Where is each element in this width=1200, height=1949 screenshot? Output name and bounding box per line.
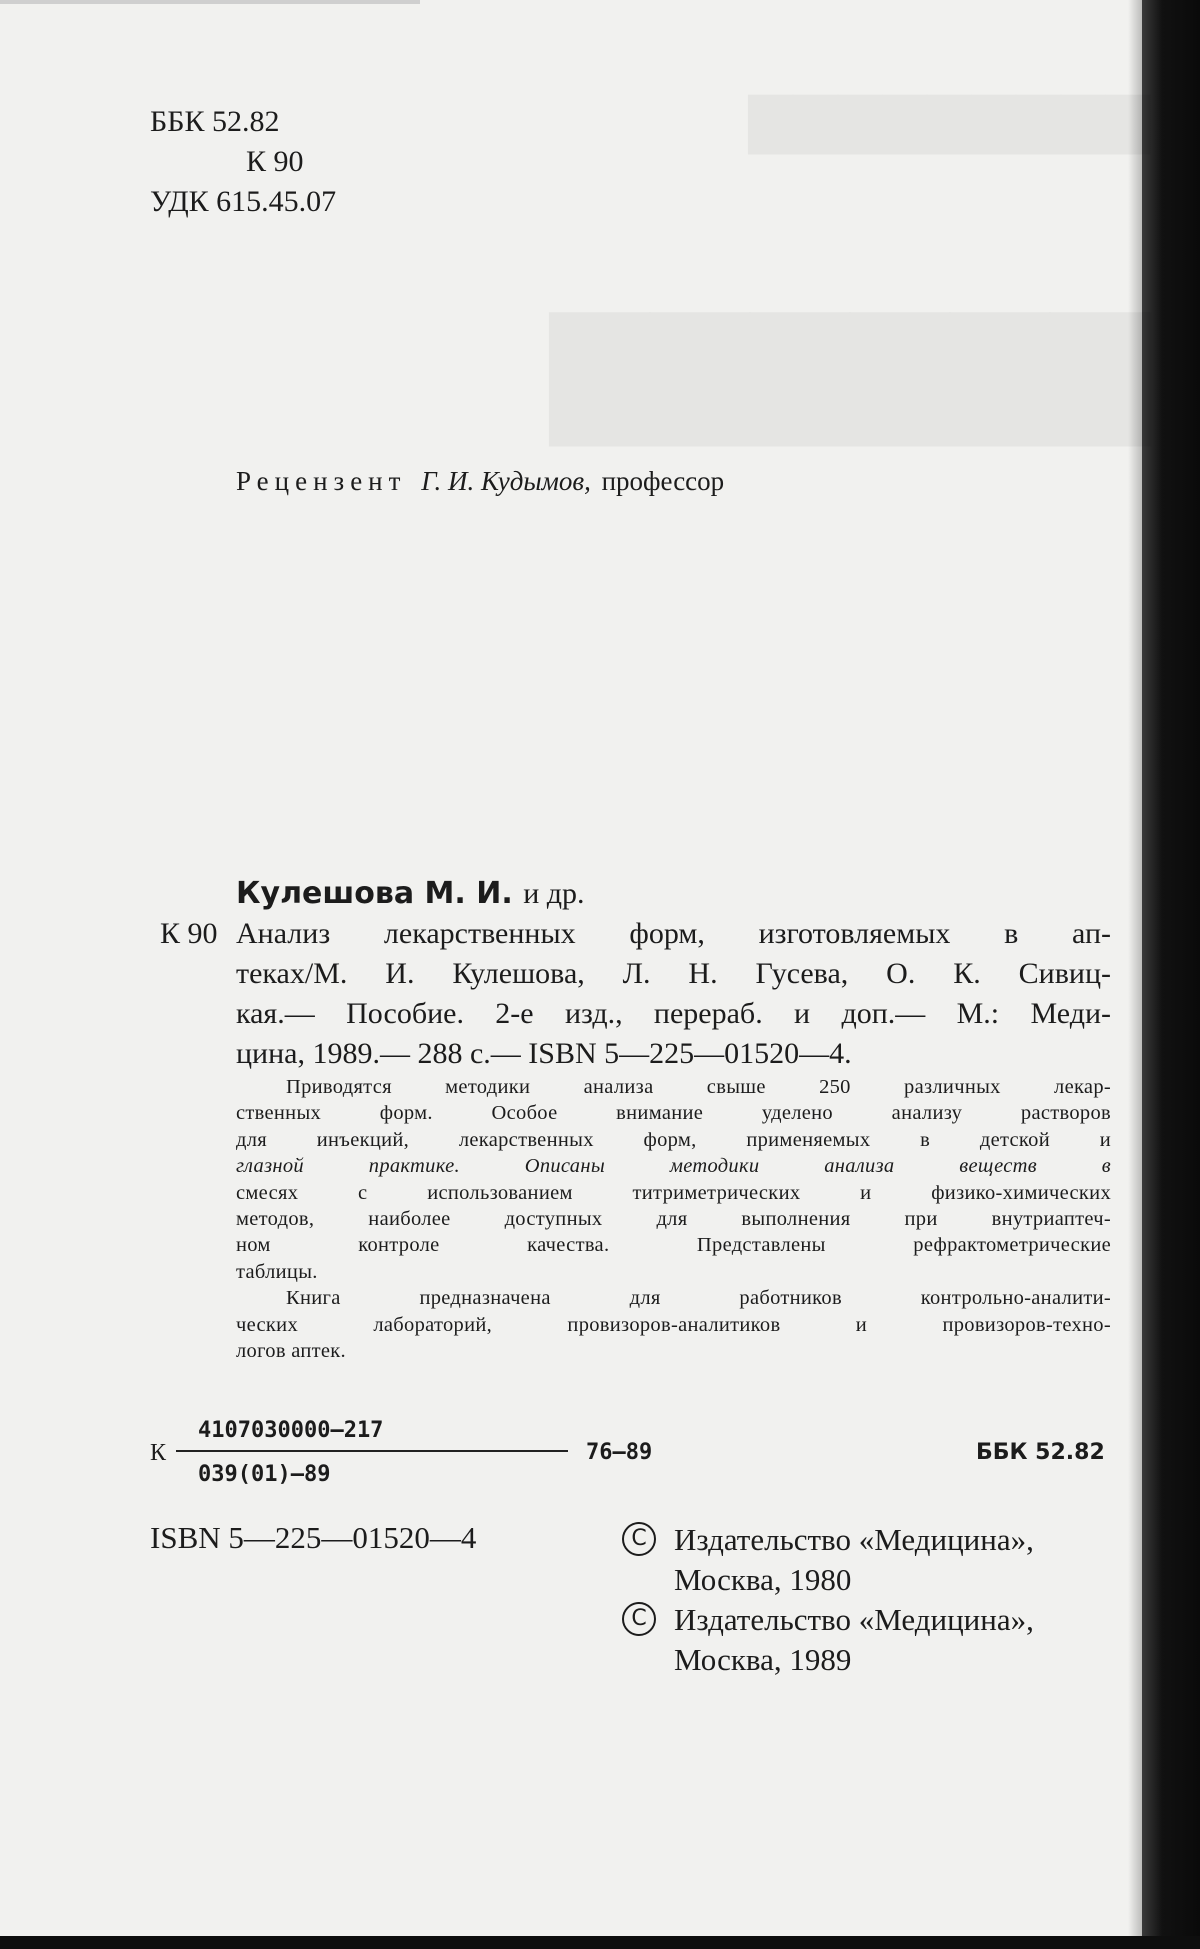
udk-code: УДК 615.45.07 — [150, 185, 337, 218]
abstract-line: методов, наиболее доступных для выполнения при внутриаптеч- — [236, 1208, 1111, 1231]
copyright-city-year: Москва, 1980 — [674, 1562, 852, 1597]
copyright-publisher: Издательство «Медицина», — [674, 1522, 1034, 1557]
abstract-line: Книга предназначена для работников контрольно-аналити- — [286, 1287, 1111, 1310]
author-main: Кулешова М. И. — [236, 876, 513, 911]
entry-line: теках/М. И. Кулешова, Л. Н. Гусева, О. К. Сивиц- — [236, 957, 1111, 990]
copyright-block — [622, 1520, 1034, 1680]
copyright-entry — [622, 1600, 1034, 1640]
abstract-line: логов аптек. — [236, 1340, 346, 1363]
copyright-place — [622, 1560, 1034, 1600]
bbk-footer: ББК 52.82 — [976, 1440, 1105, 1465]
isbn: ISBN 5—225—01520—4 — [150, 1520, 477, 1555]
reviewer-label: Рецензент — [236, 466, 407, 496]
fraction-bar — [176, 1450, 568, 1452]
abstract-line: Приводятся методики анализа свыше 250 различных лекар- — [286, 1076, 1111, 1098]
reviewer-title: профессор — [601, 466, 725, 496]
reviewer-name: Г. И. Кудымов, — [421, 466, 591, 496]
abstract-line: ческих лабораторий, провизоров-аналитиков и провизоров-техно- — [236, 1313, 1111, 1336]
abstract-line: ном контроле качества. Представлены рефрактометрические — [236, 1234, 1111, 1257]
abstract-line: глазной практике. Описаны методики анализа веществ в — [236, 1155, 1111, 1178]
reviewer-line — [236, 466, 724, 497]
abstract-line: таблицы. — [236, 1260, 318, 1283]
copyright-city-year: Москва, 1989 — [674, 1642, 852, 1677]
imprint-suffix: 76—89 — [586, 1440, 653, 1465]
bibliographic-entry — [236, 914, 1111, 1074]
abstract — [236, 1074, 1111, 1364]
entry-line: Анализ лекарственных форм, изготовляемых в ап- — [236, 917, 1111, 950]
abstract-line: ственных форм. Особое внимание уделено анализу растворов — [236, 1102, 1111, 1125]
author-rest: и др. — [523, 877, 585, 910]
bibliographic-code: К 90 — [160, 917, 218, 950]
copyright-entry — [622, 1520, 1034, 1560]
copyright-icon: C — [622, 1602, 656, 1636]
scan-top-strip — [0, 0, 420, 4]
copyright-publisher: Издательство «Медицина», — [674, 1602, 1034, 1637]
abstract-line: смесях с использованием титриметрических и физико-химических — [236, 1181, 1111, 1204]
copyright-icon: C — [622, 1522, 656, 1556]
scan-bottom-edge — [0, 1936, 1200, 1949]
classification-block — [150, 102, 336, 222]
imprint-denominator: 039(01)—89 — [198, 1462, 331, 1487]
copyright-place — [622, 1640, 1034, 1680]
imprint-numerator: 4107030000—217 — [198, 1418, 384, 1443]
bbk-code: ББК 52.82 — [150, 105, 280, 138]
author-mark: К 90 — [246, 145, 304, 178]
entry-line: цина, 1989.— 288 с.— ISBN 5—225—01520—4. — [236, 1037, 852, 1070]
abstract-line: для инъекций, лекарственных форм, применяемых в детской и — [236, 1128, 1111, 1151]
entry-line: кая.— Пособие. 2-е изд., перераб. и доп.— М.: Меди- — [236, 997, 1111, 1030]
book-spine — [1142, 0, 1200, 1949]
imprint-prefix: К — [150, 1440, 167, 1466]
author-heading — [236, 876, 585, 911]
